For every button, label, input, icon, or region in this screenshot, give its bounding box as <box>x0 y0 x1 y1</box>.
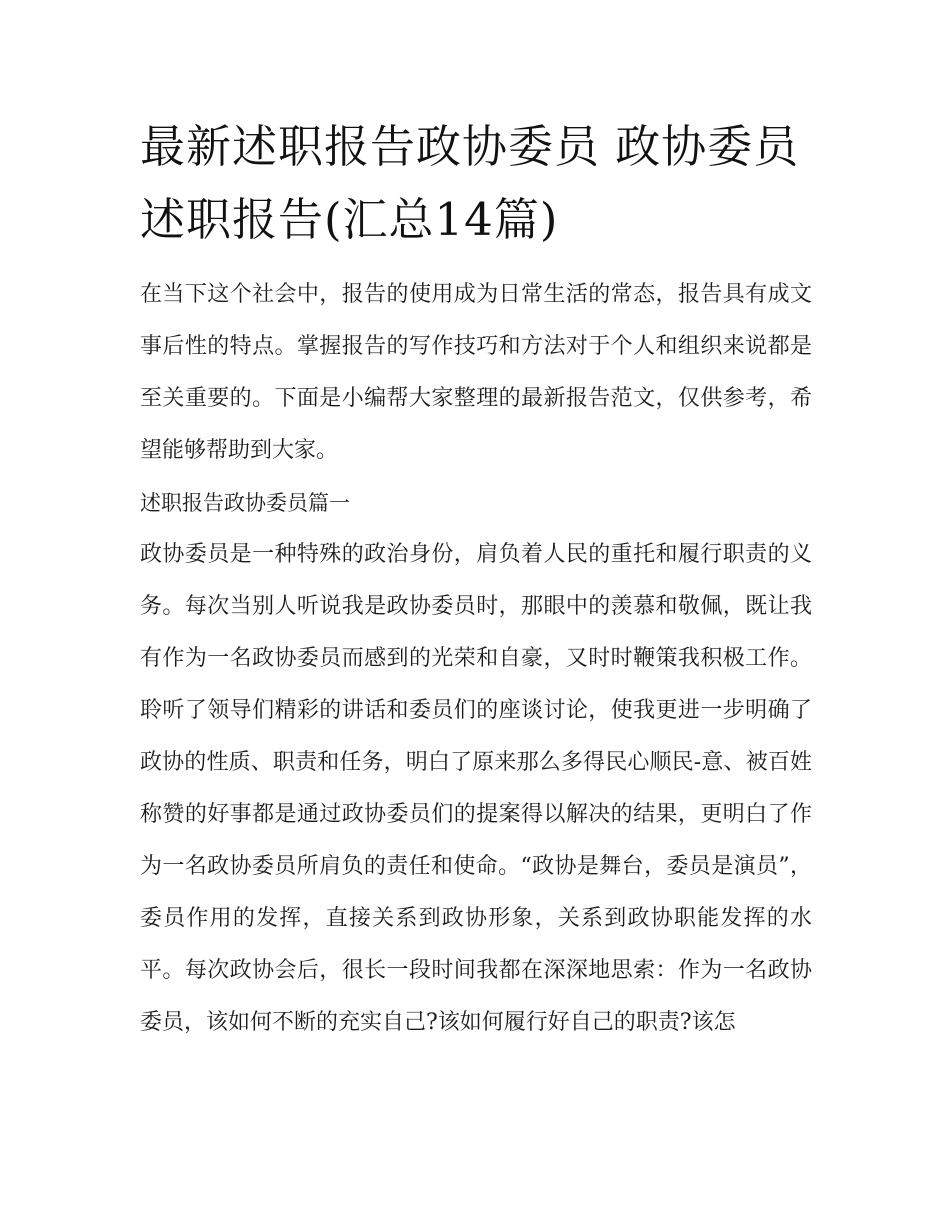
document-page <box>140 110 812 1049</box>
section-body-paragraph: 政协委员是一种特殊的政治身份，肩负着人民的重托和履行职责的义务。每次当别人听说我是政协委员时，那眼中的羡慕和敬佩，既让我有作为一名政协委员而感到的光荣和自豪，又时时鞭策我积极工作。聆听了领导们精彩的讲话和委员们的座谈讨论，使我更进一步明确了政协的性质、职责和任务，明白了原来那么多得民心顺民-意、被百姓称赞的好事都是通过政协委员们的提案得以解决的结果，更明白了作为一名政协委员所肩负的责任和使命。“政协是舞台，委员是演员”，委员作用的发挥，直接关系到政协形象，关系到政协职能发挥的水平。每次政协会后，很长一段时间我都在深深地思索：作为一名政协委员，该如何不断的充实自己?该如何履行好自己的职责?该怎 <box>140 542 812 1035</box>
document-title: 最新述职报告政协委员 政协委员述职报告(汇总14篇) <box>140 120 800 246</box>
section-heading: 述职报告政协委员篇一 <box>140 491 350 515</box>
intro-paragraph: 在当下这个社会中，报告的使用成为日常生活的常态，报告具有成文事后性的特点。掌握报告的写作技巧和方法对于个人和组织来说都是至关重要的。下面是小编帮大家整理的最新报告范文，仅供参考，希望能够帮助到大家。 <box>140 282 812 463</box>
